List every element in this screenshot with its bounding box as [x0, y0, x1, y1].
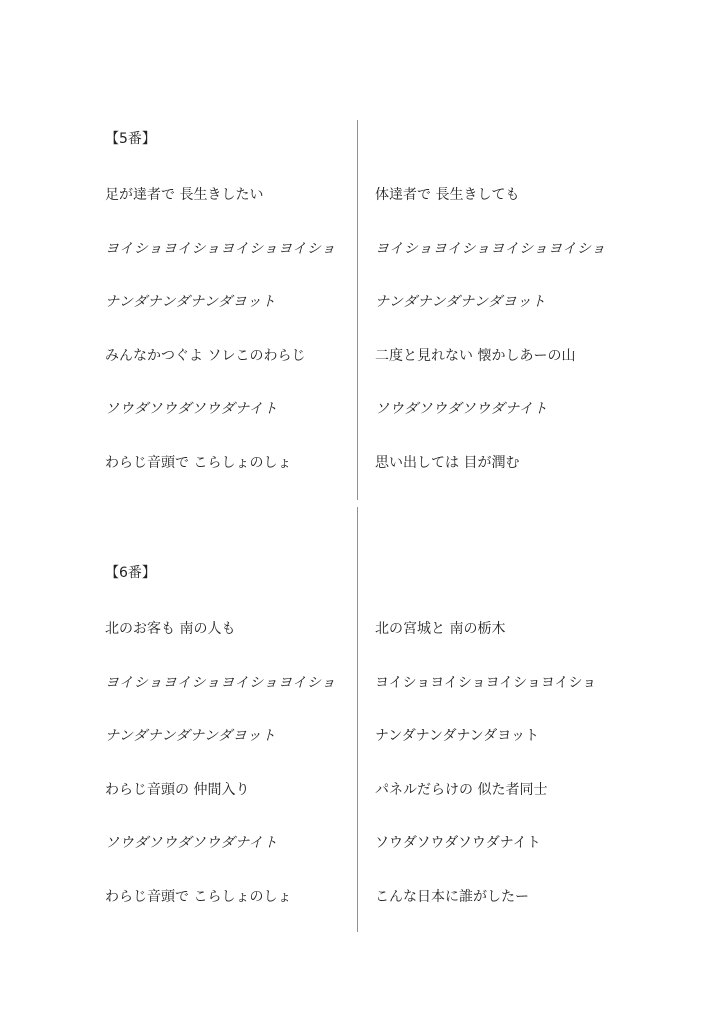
- lyric-line: 二度と見れない 懐かしあーの山: [375, 347, 576, 364]
- lyric-line: ヨイショヨイショヨイショヨイショ: [375, 674, 597, 691]
- lyric-line: ナンダナンダナンダヨット: [375, 294, 547, 310]
- lyric-line: 足が達者で 長生きしたい: [105, 187, 264, 203]
- lyric-line: ソウダソウダソウダナイト: [375, 835, 541, 851]
- lyric-line: 思い出しては 目が潤む: [375, 454, 520, 471]
- lyric-line: 北の宮城と 南の栃木: [375, 621, 506, 637]
- lyric-line: わらじ音頭の 仲間入り: [105, 781, 250, 798]
- lyric-line: ヨイショヨイショヨイショヨイショ: [375, 240, 606, 257]
- lyric-line: 北のお客も 南の人も: [105, 621, 236, 637]
- lyric-line: ナンダナンダナンダヨット: [105, 294, 277, 310]
- lyric-line: こんな日本に誰がしたー: [375, 888, 529, 905]
- lyric-line: ナンダナンダナンダヨット: [375, 728, 539, 744]
- lyric-line: ヨイショヨイショヨイショヨイショ: [105, 674, 336, 691]
- verse-left-column: [105, 184, 355, 505]
- lyric-line: ナンダナンダナンダヨット: [105, 728, 277, 744]
- column-divider-top: [357, 120, 358, 500]
- lyric-line: わらじ音頭で こらしょのしょ: [105, 888, 292, 905]
- verse-right-column: [375, 618, 635, 939]
- lyric-line: ソウダソウダソウダナイト: [105, 835, 278, 851]
- lyric-line: ヨイショヨイショヨイショヨイショ: [105, 240, 336, 257]
- verse-heading: 【6番】: [105, 565, 156, 581]
- lyric-line: ソウダソウダソウダナイト: [375, 401, 548, 417]
- verse-right-column: [375, 184, 635, 505]
- verse-left-column: [105, 618, 355, 939]
- lyric-line: みんなかつぐよ ソレこのわらじ: [105, 347, 306, 364]
- verse-heading: 【5番】: [105, 131, 156, 147]
- lyric-line: ソウダソウダソウダナイト: [105, 401, 278, 417]
- column-divider-bottom: [357, 507, 358, 932]
- lyric-line: パネルだらけの 似た者同士: [375, 781, 548, 798]
- lyric-line: わらじ音頭で こらしょのしょ: [105, 454, 292, 471]
- lyric-line: 体達者で 長生きしても: [375, 187, 520, 203]
